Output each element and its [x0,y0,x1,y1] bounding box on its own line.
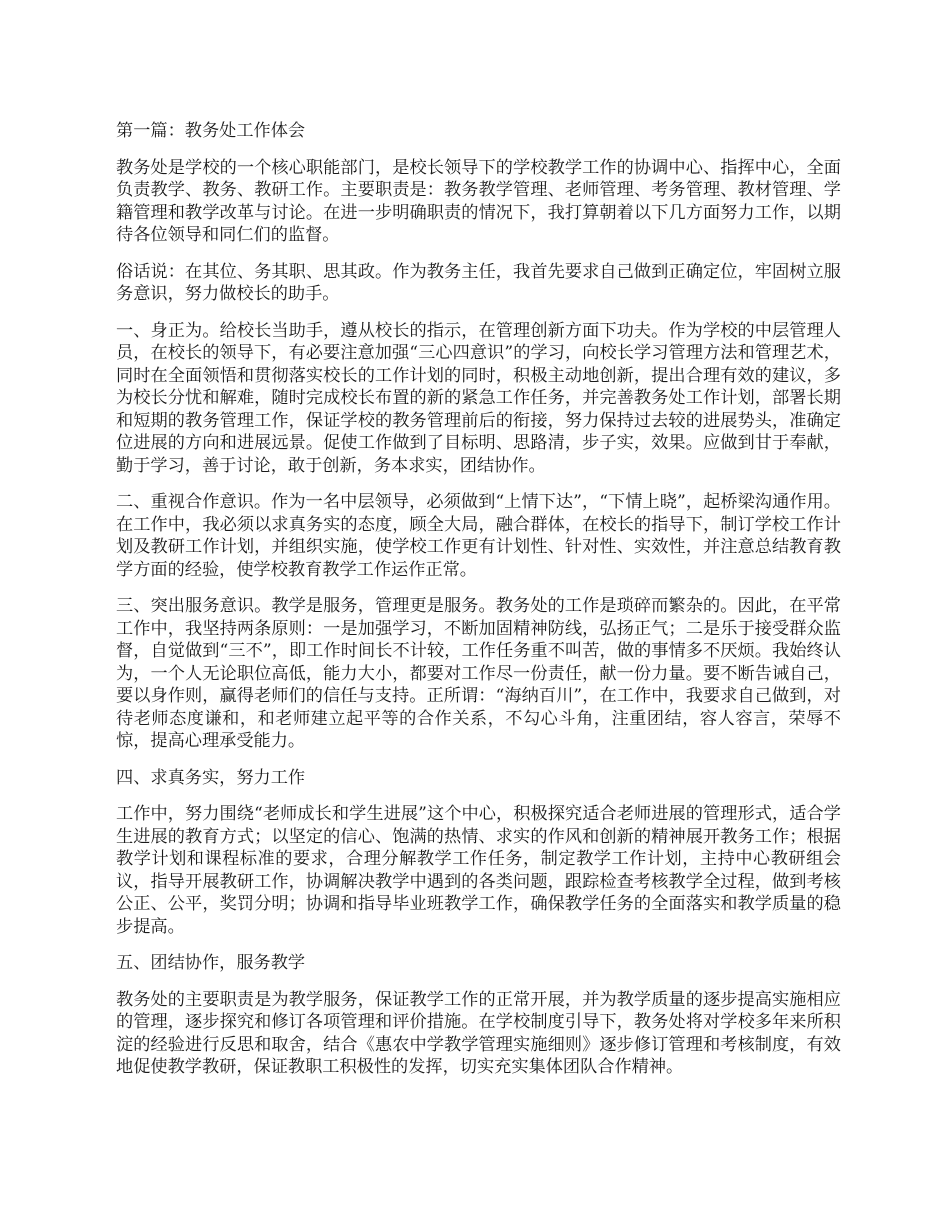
section-heading-4: 四、求真务实，努力工作 [116,767,306,788]
paragraph-section-1: 一、身正为。给校长当助手，遵从校长的指示，在管理创新方面下功夫。作为学校的中层管理人员，在校长的领导下，有必要注意加强“三心四意识”的学习，向校长学习管理方法和管理艺术，同时在全面领悟和贯彻落实校长的工作计划的同时，积极主动地创新，提出合理有效的建议，多为校长分忧和解难，随时完成校长布置的新的紧急工作任务，并完善教务处工作计划，部署长期和短期的教务管理工作，保证学校的教务管理前后的衔接，努力保持过去较的进展势头，准确定位进展的方向和进展远景。促使工作做到了目标明、思路清，步子实，效果。应做到甘于奉献，勤于学习，善于讨论，敢于创新，务本求实，团结协作。 [116,320,841,476]
paragraph-section-3: 三、突出服务意识。教学是服务，管理更是服务。教务处的工作是琐碎而繁杂的。因此，在平常工作中，我坚持两条原则：一是加强学习，不断加固精神防线，弘扬正气；二是乐于接受群众监督，自觉做到“三不”，即工作时间长不计较，工作任务重不叫苦，做的事情多不厌烦。我始终认为，一个人无论职位高低，能力大小，都要对工作尽一份责任，献一份力量。要不断告诫自己，要以身作则，赢得老师们的信任与支持。正所谓：“海纳百川”，在工作中，我要求自己做到，对待老师态度谦和，和老师建立起平等的合作关系，不勾心斗角，注重团结，容人容言，荣辱不惊，提高心理承受能力。 [116,596,841,751]
section-heading-5: 五、团结协作，服务教学 [116,953,306,973]
paragraph-saying: 俗话说：在其位、务其职、思其政。作为教务主任，我首先要求自己做到正确定位，牢固树立服务意识，努力做校长的助手。 [116,261,841,304]
document-title: 第一篇：教务处工作体会 [116,121,306,141]
paragraph-intro: 教务处是学校的一个核心职能部门，是校长领导下的学校教学工作的协调中心、指挥中心，全面负责教学、教务、教研工作。主要职责是：教务教学管理、老师管理、考务管理、教材管理、学籍管理和教学改革与讨论。在进一步明确职责的情况下，我打算朝着以下几方面努力工作，以期待各位领导和同仁们的监督。 [116,157,841,245]
paragraph-section-5-body: 教务处的主要职责是为教学服务，保证教学工作的正常开展，并为教学质量的逐步提高实施相应的管理，逐步探究和修订各项管理和评价措施。在学校制度引导下，教务处将对学校多年来所积淀的经验进行反思和取舍，结合《惠农中学教学管理实施细则》逐步修订管理和考核制度，有效地促使教学教研，保证教职工积极性的发挥，切实充实集体团队合作精神。 [116,989,841,1077]
paragraph-section-4-body: 工作中，努力围绕“老师成长和学生进展”这个中心，积极探究适合老师进展的管理形式，适合学生进展的教育方式；以坚定的信心、饱满的热情、求实的作风和创新的精神展开教务工作；根据教学计划和课程标准的要求，合理分解教学工作任务，制定教学工作计划，主持中心教研组会议，指导开展教研工作，协调解决教学中遇到的各类问题，跟踪检查考核教学全过程，做到考核公正、公平，奖罚分明；协调和指导毕业班教学工作，确保教学任务的全面落实和教学质量的稳步提高。 [116,804,841,937]
document-page [116,120,841,1093]
paragraph-section-2: 二、重视合作意识。作为一名中层领导，必须做到“上情下达”，“下情上晓”，起桥梁沟通作用。在工作中，我必须以求真务实的态度，顾全大局，融合群体，在校长的指导下，制订学校工作计划及教研工作计划，并组织实施，使学校工作更有计划性、针对性、实效性，并注意总结教育教学方面的经验，使学校教育教学工作运作正常。 [116,492,841,580]
